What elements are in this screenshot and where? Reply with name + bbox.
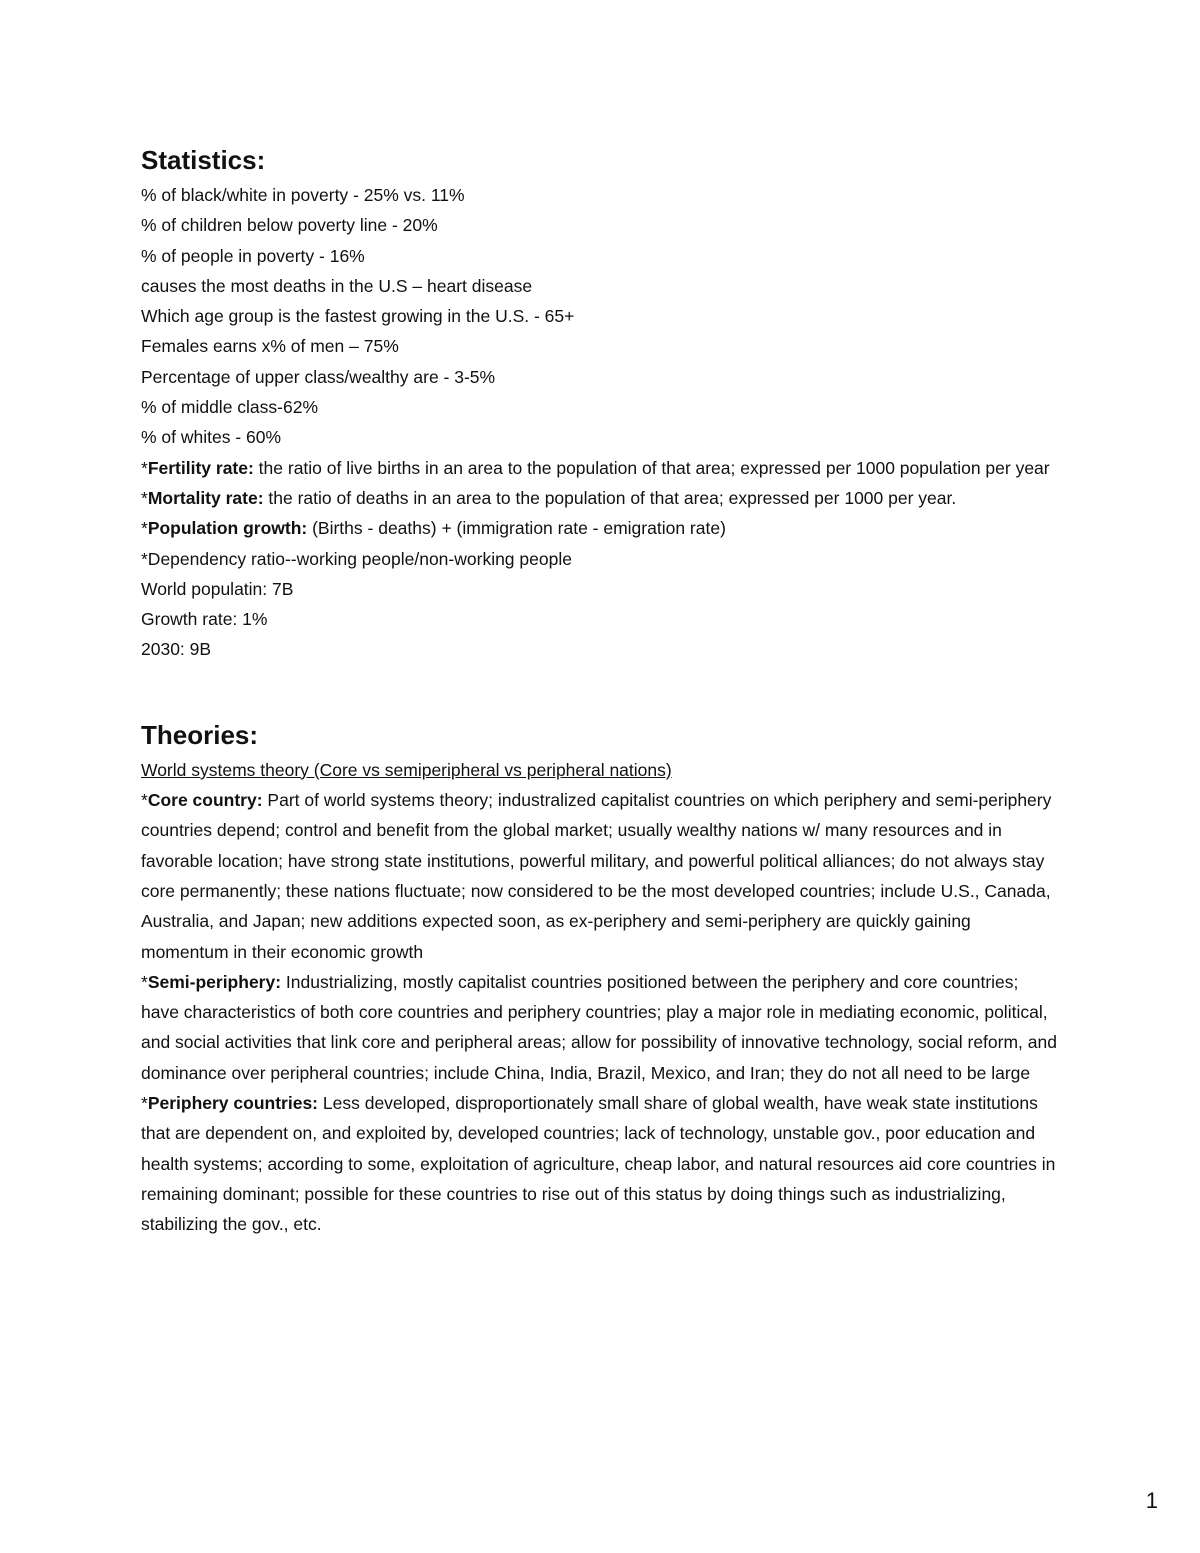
statistic-line: Which age group is the fastest growing in the U.S. - 65+ [141,306,575,327]
theories-subheading: World systems theory (Core vs semiperipheral vs peripheral nations) [141,759,672,780]
definition-prefix: * [141,1093,148,1114]
definition-term: Population growth: [147,518,308,539]
definition-mortality-rate [141,483,1061,513]
definition-term: Semi-periphery: [147,971,282,992]
statistic-line: % of people in poverty - 16% [141,245,365,266]
statistic-line: % of middle class-62% [141,397,319,418]
definition-text: the ratio of live births in an area to the population of that area; expressed per 1000 population per year [253,457,1050,478]
document-page [141,140,1061,1240]
definition-term: Mortality rate: [147,487,264,508]
statistic-line: *Dependency ratio--working people/non-working people [141,548,572,569]
definition-term: Core country: [147,790,263,811]
definition-prefix: * [141,518,148,539]
theories-heading: Theories: [141,719,259,750]
page-number: 1 [1145,1488,1158,1513]
definition-fertility-rate [141,453,1061,483]
definition-semi-periphery [141,967,1061,1088]
definition-term: Periphery countries: [147,1093,319,1114]
statistic-line: Percentage of upper class/wealthy are - 3-5% [141,366,496,387]
statistic-line: 2030: 9B [141,639,212,660]
statistic-line: % of whites - 60% [141,427,282,448]
statistic-line: % of black/white in poverty - 25% vs. 11% [141,185,465,205]
definition-periphery-countries [141,1088,1061,1239]
definition-prefix: * [141,487,148,508]
statistic-line: Growth rate: 1% [141,609,268,630]
section-spacer [141,665,1061,715]
definition-text: (Births - deaths) + (immigration rate - emigration rate) [307,518,726,539]
definition-core-country [141,785,1061,967]
statistic-line: % of children below poverty line - 20% [141,215,438,236]
definition-text: Part of world systems theory; industralized capitalist countries on which periphery and semi-periphery countries depend; control and benefit from the global market; usually wealthy nations w/ many resources and in favorable location; have strong state institutions, powerful military, and powerful political alliances; do not always stay core permanently; these nations fluctuate; now considered to be the most developed countries; include U.S., Canada, Australia, and Japan; new additions expected soon, as ex-periphery and semi-periphery are quickly gaining momentum in their economic growth [141,790,1052,962]
statistic-line: causes the most deaths in the U.S – heart disease [141,275,533,296]
definition-prefix: * [141,790,148,811]
definition-population-growth [141,513,1061,543]
statistic-line: World populatin: 7B [141,578,294,599]
statistics-heading: Statistics: [141,145,266,175]
definition-prefix: * [141,971,148,992]
definition-text: Less developed, disproportionately small share of global wealth, have weak state institutions that are dependent on, and exploited by, developed countries; lack of technology, unstable gov., poor education and health systems; according to some, exploitation of agriculture, cheap labor, and natural resources aid core countries in remaining dominant; possible for these countries to rise out of this status by doing things such as industrializing, stabilizing the gov., etc. [141,1093,1056,1235]
definition-text: the ratio of deaths in an area to the population of that area; expressed per 1000 per year. [263,487,957,508]
statistic-line: Females earns x% of men – 75% [141,336,399,357]
definition-term: Fertility rate: [147,457,254,478]
definition-prefix: * [141,457,148,478]
definition-text: Industrializing, mostly capitalist countries positioned between the periphery and core countries; have characteristics of both core countries and periphery countries; play a major role in mediating economic, political, and social activities that link core and peripheral areas; allow for possibility of innovative technology, social reform, and dominance over peripheral countries; include China, India, Brazil, Mexico, and Iran; they do not all need to be large [141,971,1057,1083]
